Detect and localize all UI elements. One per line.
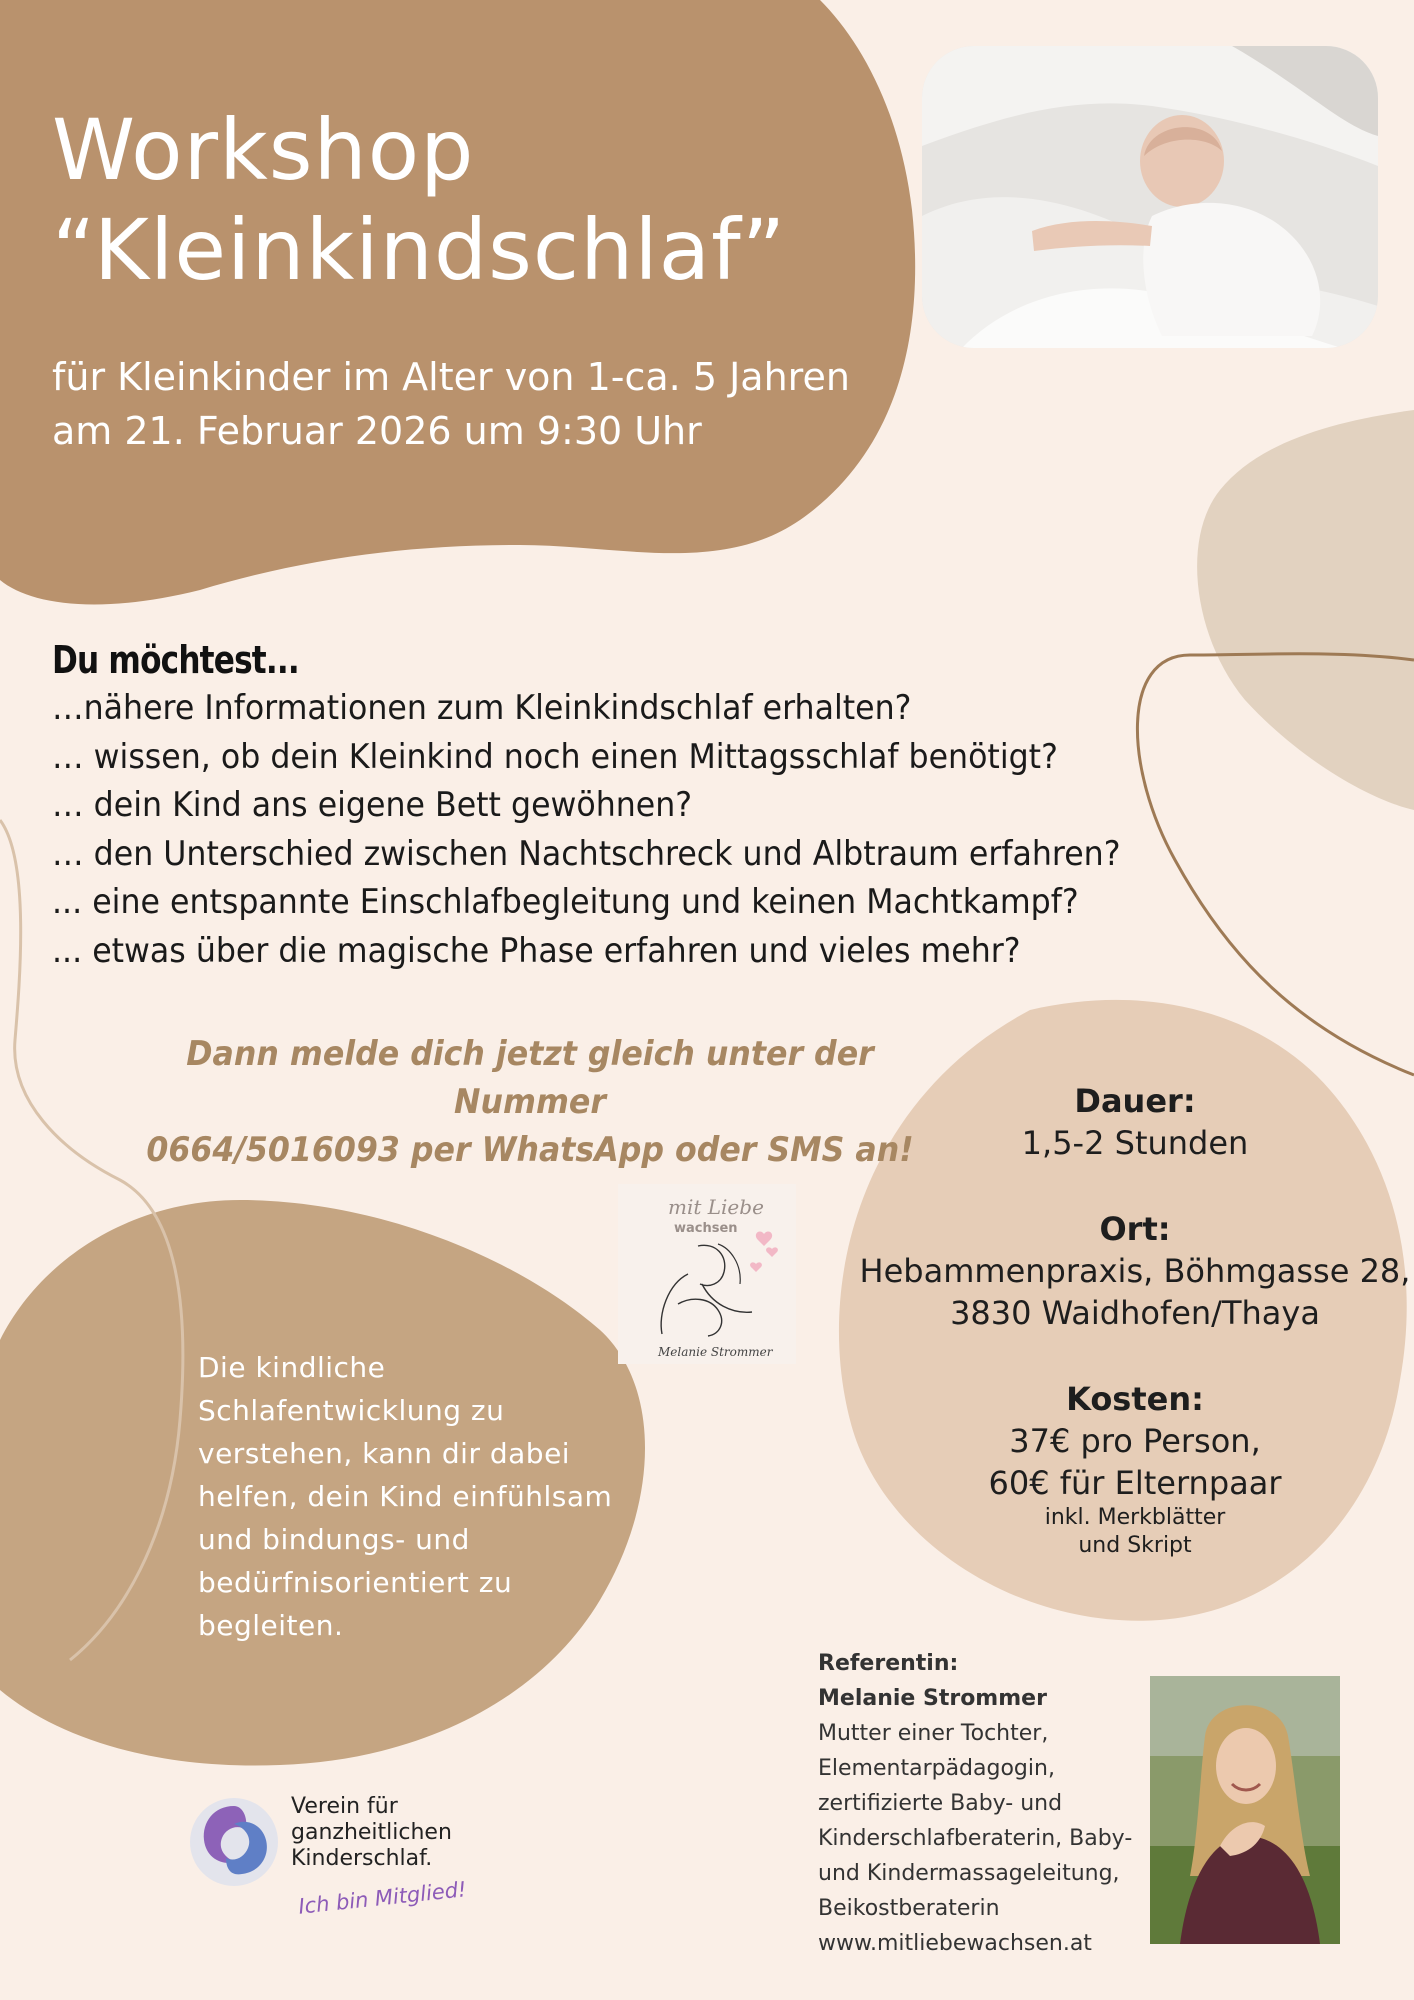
list-item: … den Unterschied zwischen Nachtschreck und Albtraum erfahren? — [52, 833, 1121, 874]
blob-line: verstehen, kann dir dabei — [198, 1437, 571, 1470]
location-line-2: 3830 Waidhofen/Thaya — [950, 1294, 1320, 1332]
sleep-development-text — [198, 1346, 612, 1647]
cta-phone-line[interactable]: 0664/5016093 per WhatsApp oder SMS an! — [146, 1130, 914, 1170]
referent-line: Beikostberaterin — [818, 1896, 1000, 1921]
verein-line-2: ganzheitlichen — [291, 1820, 452, 1845]
blob-line: Schlafentwicklung zu — [198, 1394, 505, 1427]
list-item: …nähere Informationen zum Kleinkindschlaf erhalten? — [52, 688, 912, 728]
page-title — [52, 100, 786, 300]
list-item: … dein Kind ans eigene Bett gewöhnen? — [52, 785, 693, 825]
logo-signature: Melanie Strommer — [658, 1345, 773, 1359]
title-line-1: Workshop — [52, 101, 475, 199]
referent-line: zertifizierte Baby- und — [818, 1791, 1063, 1816]
side-blob — [1197, 410, 1414, 810]
sleeping-baby-photo — [922, 46, 1378, 348]
header-blob — [0, 0, 915, 604]
referent-label: Referentin: — [818, 1651, 959, 1676]
list-item: ... eine entspannte Einschlafbegleitung und keinen Machtkampf? — [52, 882, 1079, 922]
questions-list — [52, 684, 1201, 975]
location-line-1: Hebammenpraxis, Böhmgasse 28, — [859, 1252, 1411, 1290]
referent-line: Mutter einer Tochter, — [818, 1721, 1049, 1746]
duration-label: Dauer: — [1074, 1082, 1196, 1120]
duration-value: 1,5-2 Stunden — [1021, 1124, 1249, 1162]
cta-line-1: Dann melde dich jetzt gleich unter der Nummer — [186, 1034, 874, 1122]
logo-line-2: wachsen — [674, 1221, 738, 1236]
blob-line: und bindungs- und — [198, 1523, 470, 1556]
cost-line-1: 37€ pro Person, — [1009, 1422, 1261, 1460]
referent-line: Kinderschlafberaterin, Baby- — [818, 1826, 1133, 1851]
verein-emblem-icon — [188, 1792, 288, 1892]
blob-line: begleiten. — [198, 1609, 344, 1642]
list-item: … wissen, ob dein Kleinkind noch einen Mittagsschlaf benötigt? — [52, 736, 1058, 777]
verein-line-3: Kinderschlaf. — [291, 1846, 433, 1871]
event-info — [840, 1080, 1414, 1560]
referent-info — [818, 1646, 1132, 1961]
referent-line: und Kindermassageleitung, — [818, 1861, 1120, 1886]
subtitle — [52, 350, 850, 458]
blob-line: bedürfnisorientiert zu — [198, 1566, 513, 1599]
blob-line: helfen, dein Kind einfühlsam — [198, 1480, 613, 1513]
referent-line: Elementarpädagogin, — [818, 1756, 1055, 1781]
verein-tagline: Ich bin Mitglied! — [297, 1877, 468, 1919]
referent-name: Melanie Strommer — [818, 1686, 1047, 1711]
verein-line-1: Verein für — [291, 1794, 398, 1819]
cost-label: Kosten: — [1066, 1380, 1204, 1418]
cost-note-1: inkl. Merkblätter — [1044, 1505, 1226, 1530]
website-link[interactable]: www.mitliebewachsen.at — [818, 1931, 1092, 1956]
blob-line: Die kindliche — [198, 1351, 386, 1384]
logo-line-1: mit Liebe — [668, 1195, 764, 1219]
referent-photo — [1150, 1676, 1340, 1944]
subtitle-line-2: am 21. Februar 2026 um 9:30 Uhr — [52, 409, 702, 453]
cost-note-2: und Skript — [1078, 1533, 1192, 1558]
location-label: Ort: — [1099, 1210, 1171, 1248]
questions-heading: Du möchtest... — [52, 638, 299, 682]
title-line-2: “Kleinkindschlaf” — [52, 201, 787, 299]
list-item: ... etwas über die magische Phase erfahren und vieles mehr? — [52, 930, 1021, 971]
verein-name — [291, 1794, 452, 1872]
call-to-action — [90, 1030, 970, 1174]
cost-line-2: 60€ für Elternpaar — [988, 1464, 1282, 1502]
subtitle-line-1: für Kleinkinder im Alter von 1-ca. 5 Jahren — [52, 355, 850, 399]
mit-liebe-wachsen-logo — [618, 1184, 796, 1364]
